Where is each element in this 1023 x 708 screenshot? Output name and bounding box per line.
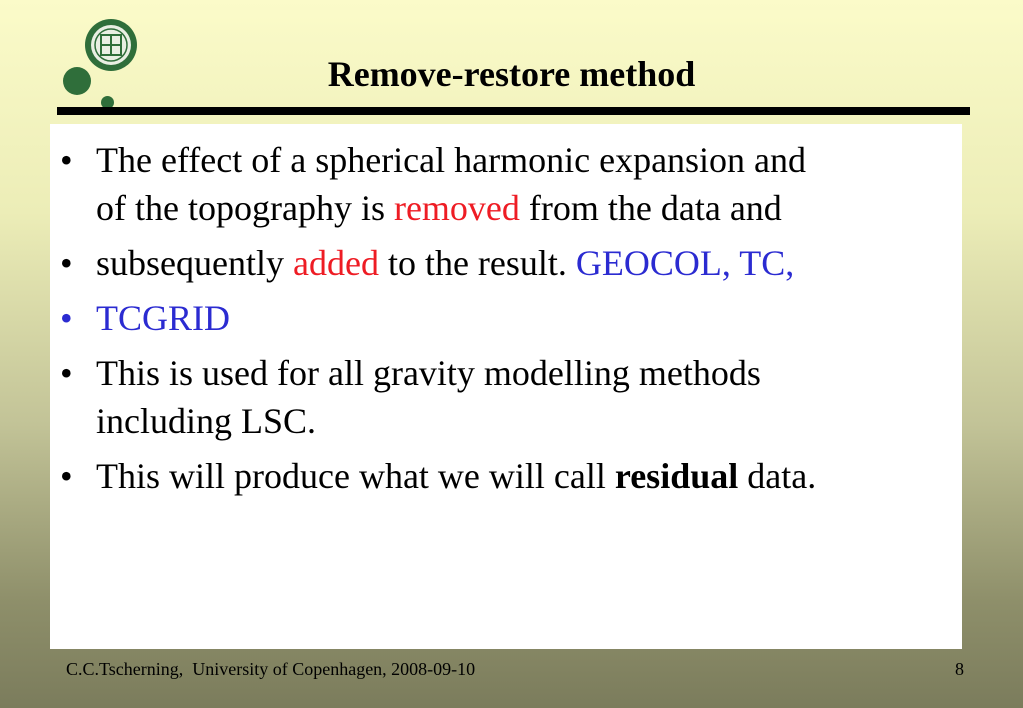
highlight-removed: removed xyxy=(393,188,520,228)
bullet-1-line-2-a: of the topography is xyxy=(96,188,394,228)
content-panel xyxy=(50,124,962,649)
bullet-1-line-1: The effect of a spherical harmonic expansion and xyxy=(96,140,807,180)
bullet-5-text-a: This will produce what we will call xyxy=(96,456,615,496)
footer-author-date: C.C.Tscherning, University of Copenhagen, 2008-09-10 xyxy=(66,659,476,679)
bullet-item-2 xyxy=(50,239,962,287)
bullet-4-line-1: This is used for all gravity modelling methods xyxy=(96,353,761,393)
program-name-tcgrid: TCGRID xyxy=(96,298,230,338)
bullet-item-3 xyxy=(50,294,962,342)
bullet-1-line-2-c: from the data and xyxy=(519,188,782,228)
bullet-2-text-c: to the result. xyxy=(378,243,576,283)
program-names-geocol-tc: GEOCOL, TC, xyxy=(575,243,795,283)
bullet-marker: • xyxy=(60,353,73,393)
bullet-item-5 xyxy=(50,452,962,500)
bullet-item-1 xyxy=(50,136,962,232)
bullet-marker: • xyxy=(60,140,73,180)
page-number: 8 xyxy=(955,659,964,679)
bullet-item-4 xyxy=(50,349,962,445)
bullet-5-text-c: data. xyxy=(738,456,817,496)
bullet-marker: • xyxy=(60,298,73,338)
slide-title: Remove-restore method xyxy=(327,54,696,94)
title-divider xyxy=(57,107,970,115)
bullet-list xyxy=(50,136,962,507)
highlight-added: added xyxy=(292,243,379,283)
bullet-marker: • xyxy=(60,456,73,496)
bullet-2-text-a: subsequently xyxy=(96,243,293,283)
bullet-marker: • xyxy=(60,243,73,283)
bullet-4-line-2: including LSC. xyxy=(96,401,317,441)
emphasis-residual: residual xyxy=(614,456,739,496)
